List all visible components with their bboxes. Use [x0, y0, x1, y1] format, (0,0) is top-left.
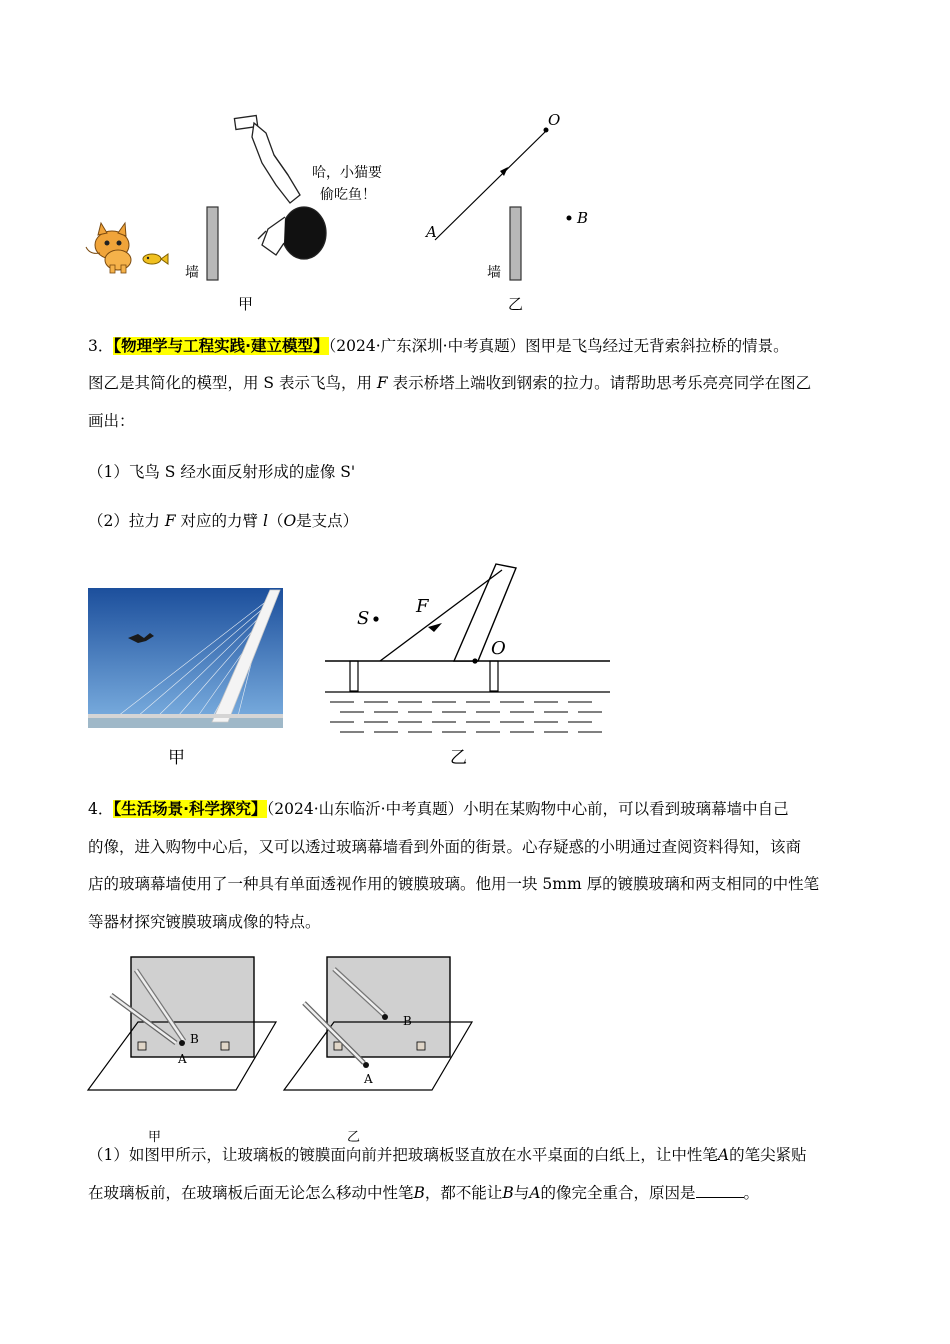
answer-blank[interactable] [696, 1183, 744, 1198]
q3-line-2 [88, 373, 878, 393]
q3-source: （2024·广东深圳·中考真题） [328, 337, 526, 355]
wall-label-jia: 墙 [185, 265, 199, 281]
q4-sub2-c: 与 [513, 1184, 530, 1202]
q3-item-1: （1）飞鸟 S 经水面反射形成的虚像 S' [88, 463, 356, 481]
label-F: F [416, 596, 429, 617]
bird-S [373, 616, 378, 621]
q3-line-3: 画出： [88, 412, 135, 430]
q3-item2-l: l [262, 512, 268, 530]
bridge-model [320, 560, 615, 740]
q4-number: 4． [88, 800, 114, 818]
q4-fig-label-yi: 乙 [347, 1130, 361, 1145]
bridge-photo-drawing [88, 588, 283, 728]
q4-sub1-b: 的笔尖紧贴 [729, 1146, 807, 1164]
label-O: O [491, 638, 506, 659]
figure-yi [284, 957, 472, 1090]
q3-item2-c: （ [267, 512, 284, 530]
pivot-O [472, 658, 477, 663]
q4-line1-text: 小明在某购物中心前，可以看到玻璃幕墙中自己 [463, 800, 789, 818]
q4-line-2: 的像，进入购物中心后，又可以透过玻璃幕墙看到外面的街景。心存疑惑的小明通过查阅资料得知，该商 [88, 838, 802, 856]
speech-line-2: 偷吃鱼！ [320, 187, 376, 203]
q3-line-1 [88, 336, 878, 356]
q4-sub2-B2: B [502, 1184, 514, 1202]
q3-item2-O: O [283, 512, 297, 530]
glass-experiment-figures [86, 955, 486, 1115]
q3-line2-a: 图乙是其简化的模型，用 S 表示飞鸟，用 [88, 374, 372, 392]
point-A-label: A [426, 223, 437, 241]
q4-sub2-B: B [413, 1184, 425, 1202]
q4-tag: 【生活场景·科学探究】 [113, 800, 267, 818]
label-S: S [357, 608, 370, 629]
point-B-label: B [577, 209, 589, 227]
q4-fig-label-jia: 甲 [148, 1130, 162, 1145]
q3-item2-F: F [164, 512, 176, 530]
wall-yi [510, 207, 521, 280]
jia-label-A: A [178, 1052, 187, 1066]
q3-line1-text: 图甲是飞鸟经过无背索斜拉桥的情景。 [525, 337, 789, 355]
q4-sub2-a: 在玻璃板前，在玻璃板后面无论怎么移动中性笔 [88, 1184, 414, 1202]
wall-label-yi: 墙 [487, 265, 501, 281]
q4-source: （2024·山东临沂·中考真题） [266, 800, 464, 818]
glass-experiment-drawing [86, 955, 486, 1115]
q3-fig-label-jia: 甲 [168, 748, 185, 768]
fish-illustration [143, 254, 168, 264]
figure-label-jia: 甲 [238, 295, 254, 313]
q4-sub2-b: ，都不能让 [424, 1184, 503, 1202]
bridge-model-drawing [320, 560, 615, 740]
wall-jia [207, 207, 218, 280]
q4-line-1 [88, 799, 878, 819]
ray-AO [435, 131, 546, 240]
q4-line-4: 等器材探究镀膜玻璃成像的特点。 [88, 913, 321, 931]
q4-sub1-line-1 [88, 1145, 878, 1165]
q3-item2-d: 是支点） [296, 512, 359, 530]
yi-label-A: A [364, 1072, 373, 1086]
q4-sub1-line-2 [88, 1183, 878, 1203]
top-figure [80, 105, 620, 315]
q3-fig-label-yi: 乙 [450, 748, 467, 768]
jia-label-B: B [190, 1032, 199, 1046]
q3-number: 3． [88, 337, 114, 355]
q3-item2-a: （2）拉力 [88, 512, 160, 530]
q4-sub2-e: 。 [743, 1184, 760, 1202]
figure-jia [88, 957, 276, 1090]
q3-item2-b: 对应的力臂 [180, 512, 259, 530]
speech-line-1: 哈，小猫要 [312, 165, 382, 181]
q4-line-3: 店的玻璃幕墙使用了一种具有单面透视作用的镀膜玻璃。他用一块 5mm 厚的镀膜玻璃和两支相同的中性笔 [88, 875, 820, 893]
q4-sub2-A: A [529, 1184, 541, 1202]
person-illustration [234, 116, 326, 259]
bridge-photo [88, 588, 283, 728]
q4-sub2-d: 的像完全重合，原因是 [540, 1184, 696, 1202]
yi-label-B: B [403, 1014, 412, 1028]
figure-label-yi: 乙 [508, 295, 524, 313]
q4-sub1-A: A [717, 1146, 730, 1164]
top-figure-drawing [80, 105, 620, 315]
water-surface [330, 702, 602, 732]
q4-sub1-a: （1）如图甲所示，让玻璃板的镀膜面向前并把玻璃板竖直放在水平桌面的白纸上，让中性笔 [88, 1146, 718, 1164]
q3-tag: 【物理学与工程实践·建立模型】 [113, 337, 329, 355]
point-O-label: O [548, 111, 561, 129]
q3-line2-b: 表示桥塔上端收到钢索的拉力。请帮助思考乐亮亮同学在图乙 [392, 374, 812, 392]
q3-line2-F: F [376, 374, 388, 392]
tower [454, 564, 516, 661]
cat-illustration [86, 223, 131, 273]
q3-item-2 [88, 511, 878, 531]
point-B [567, 216, 572, 221]
